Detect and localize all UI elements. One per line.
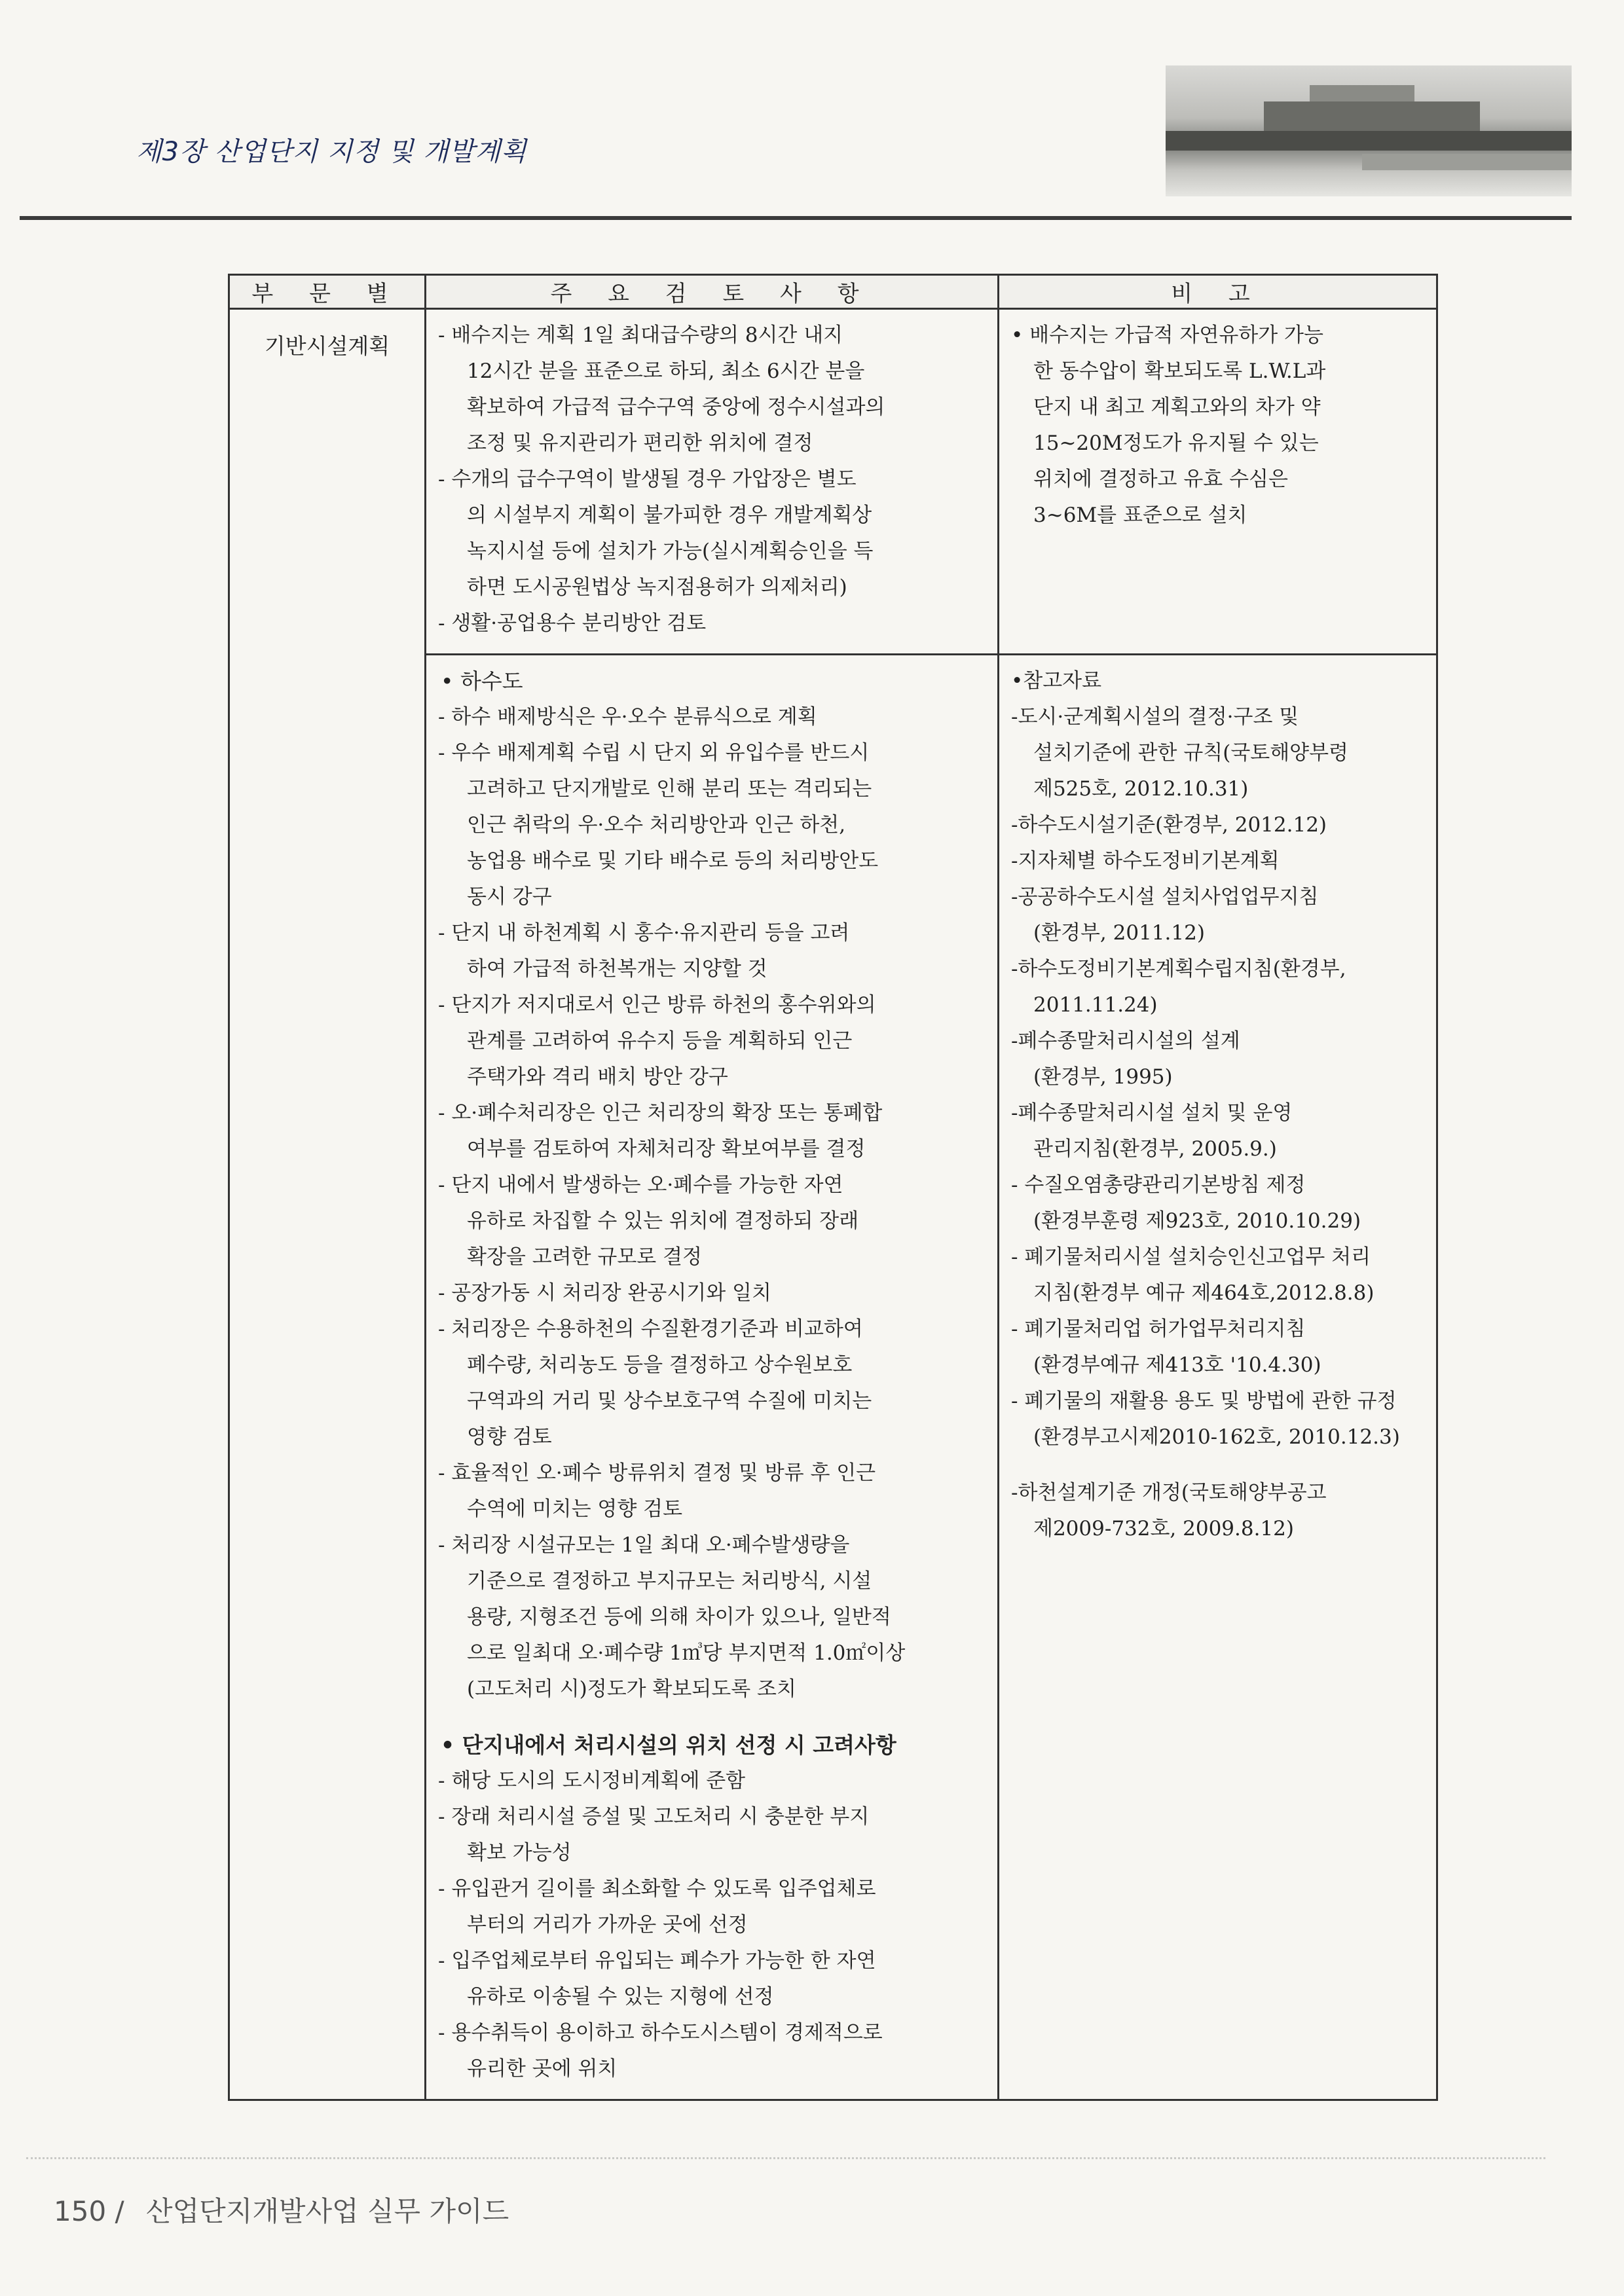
text-line: -도시·군계획시설의 결정·구조 및 [1011,705,1299,729]
text-line: - 입주업체로부터 유입되는 폐수가 가능한 한 자연 [438,1949,876,1973]
header-category: 부 문 별 [229,275,426,309]
text-line: 하여 가급적 하천복개는 지양할 것 [467,957,767,981]
text-line: 제2009-732호, 2009.8.12) [1033,1517,1295,1540]
text-line: 3~6M를 표준으로 설치 [1033,503,1247,527]
text-line: 고려하고 단지개발로 인해 분리 또는 격리되는 [467,777,872,801]
text-line: 유하로 차집할 수 있는 위치에 결정하되 장래 [467,1209,859,1233]
text-line: (환경부훈령 제923호, 2010.10.29) [1033,1209,1361,1233]
text-line: - 단지가 저지대로서 인근 방류 하천의 홍수위와의 [438,993,876,1017]
text-line: •참고자료 [1011,669,1102,693]
text-line: - 폐기물의 재활용 용도 및 방법에 관한 규정 [1011,1389,1397,1413]
row1-main-cell [426,309,999,655]
chapter-title: 제3장 산업단지 지정 및 개발계획 [136,137,527,167]
text-line: 15~20M정도가 유지될 수 있는 [1033,431,1319,455]
text-line: 용량, 지형조건 등에 의해 차이가 있으나, 일반적 [467,1605,891,1629]
text-line: 기준으로 결정하고 부지규모는 처리방식, 시설 [467,1569,872,1593]
text-line: 주택가와 격리 배치 방안 강구 [467,1065,728,1089]
text-line: -지자체별 하수도정비기본계획 [1011,849,1280,873]
text-line: - 생활·공업용수 분리방안 검토 [438,611,707,635]
text-line: -하수도정비기본계획수립지침(환경부, [1011,957,1346,981]
header-rule [20,216,1572,220]
text-line: • 배수지는 가급적 자연유하가 가능 [1011,323,1323,347]
text-line: 조정 및 유지관리가 편리한 위치에 결정 [467,431,813,455]
text-line: - 우수 배제계획 수립 시 단지 외 유입수를 반드시 [438,741,870,765]
header-photo [1166,65,1572,196]
text-line: (환경부예규 제413호 '10.4.30) [1033,1353,1321,1377]
text-line: - 하수 배제방식은 우·오수 분류식으로 계획 [438,705,817,729]
text-line: 의 시설부지 계획이 불가피한 경우 개발계획상 [467,503,872,527]
text-line: 제525호, 2012.10.31) [1033,777,1249,801]
text-line: -폐수종말처리시설 설치 및 운영 [1011,1101,1293,1125]
text-line: - 폐기물처리업 허가업무처리지침 [1011,1317,1306,1341]
text-line: 유하로 이송될 수 있는 지형에 선정 [467,1985,774,2009]
text-line: 유리한 곳에 위치 [467,2057,618,2081]
text-line: - 수질오염총량관리기본방침 제정 [1011,1173,1306,1197]
text-line: 수역에 미치는 영향 검토 [467,1497,683,1521]
row2-note-cell [999,655,1437,2100]
photo-shoreline [1166,131,1572,151]
text-line: -폐수종말처리시설의 설계 [1011,1029,1240,1053]
text-line: • 단지내에서 처리시설의 위치 선정 시 고려사항 [441,1732,896,1758]
text-line: - 오·폐수처리장은 인근 처리장의 확장 또는 통폐합 [438,1101,883,1125]
row2-main-cell [426,655,999,2100]
table-header-row [229,275,1437,309]
text-line: - 배수지는 계획 1일 최대급수량의 8시간 내지 [438,323,843,347]
text-line: - 폐기물처리시설 설치승인신고업무 처리 [1011,1245,1371,1269]
text-line: 확보하여 가급적 급수구역 중앙에 정수시설과의 [467,395,885,419]
footer-rule [26,2157,1545,2159]
header-note: 비 고 [999,275,1437,309]
text-line: 관리지침(환경부, 2005.9.) [1033,1137,1277,1161]
text-line: (환경부고시제2010-162호, 2010.12.3) [1033,1425,1400,1449]
text-line: - 단지 내 하천계획 시 홍수·유지관리 등을 고려 [438,921,850,945]
text-line: 2011.11.24) [1033,993,1158,1017]
text-line: 영향 검토 [467,1425,552,1449]
text-line: 위치에 결정하고 유효 수심은 [1033,467,1288,491]
text-line: - 단지 내에서 발생하는 오·폐수를 가능한 자연 [438,1173,843,1197]
book-title: 산업단지개발사업 실무 가이드 [146,2195,509,2227]
text-line: 으로 일최대 오·폐수량 1㎥당 부지면적 1.0㎡이상 [467,1641,906,1665]
page-footer [54,2190,522,2229]
text-line: -하천설계기준 개정(국토해양부공고 [1011,1481,1327,1504]
text-line: -공공하수도시설 설치사업업무지침 [1011,885,1319,909]
photo-water [1362,154,1572,170]
text-line: 농업용 배수로 및 기타 배수로 등의 처리방안도 [467,849,879,873]
review-table [228,274,1438,2101]
text-line: 확보 가능성 [467,1841,572,1865]
text-line: - 수개의 급수구역이 발생될 경우 가압장은 별도 [438,467,857,491]
text-line: - 처리장 시설규모는 1일 최대 오·폐수발생량을 [438,1533,850,1557]
text-line: 확장을 고려한 규모로 결정 [467,1245,702,1269]
text-line: -하수도시설기준(환경부, 2012.12) [1011,813,1327,837]
text-line: - 처리장은 수용하천의 수질환경기준과 비교하여 [438,1317,863,1341]
text-line: 녹지시설 등에 설치가 가능(실시계획승인을 득 [467,539,874,563]
text-line: 폐수량, 처리농도 등을 결정하고 상수원보호 [467,1353,853,1377]
text-line: 단지 내 최고 계획고와의 차가 약 [1033,395,1321,419]
text-line: 인근 취락의 우·오수 처리방안과 인근 하천, [467,813,846,837]
text-line: 12시간 분을 표준으로 하되, 최소 6시간 분을 [467,359,865,383]
text-line: • 하수도 [441,668,523,694]
text-line: (고도처리 시)정도가 확보되도록 조치 [467,1677,796,1701]
text-line: 하면 도시공원법상 녹지점용허가 의제처리) [467,575,847,599]
text-line: 구역과의 거리 및 상수보호구역 수질에 미치는 [467,1389,872,1413]
text-line: (환경부, 1995) [1033,1065,1173,1089]
text-line: 지침(환경부 예규 제464호,2012.8.8) [1033,1281,1375,1305]
text-line: - 유입관거 길이를 최소화할 수 있도록 입주업체로 [438,1877,876,1901]
text-line: 여부를 검토하여 자체처리장 확보여부를 결정 [467,1137,866,1161]
table-row [229,309,1437,655]
text-line: - 장래 처리시설 증설 및 고도처리 시 충분한 부지 [438,1805,870,1829]
text-line: - 공장가동 시 처리장 완공시기와 일치 [438,1281,771,1305]
header-main: 주 요 검 토 사 항 [426,275,999,309]
category-cell: 기반시설계획 [229,309,426,2100]
text-line: 한 동수압이 확보되도록 L.W.L과 [1033,359,1326,383]
text-line: 설치기준에 관한 규칙(국토해양부령 [1033,741,1348,765]
text-line: - 해당 도시의 도시정비계획에 준함 [438,1769,746,1793]
text-line: - 용수취득이 용이하고 하수도시스템이 경제적으로 [438,2021,883,2045]
text-line: 동시 강구 [467,885,552,909]
text-line: - 효율적인 오·폐수 방류위치 결정 및 방류 후 인근 [438,1461,876,1485]
text-line: 관계를 고려하여 유수지 등을 계획하되 인근 [467,1029,853,1053]
text-line: 부터의 거리가 가까운 곳에 선정 [467,1913,748,1937]
text-line: (환경부, 2011.12) [1033,921,1205,945]
row1-note-cell [999,309,1437,655]
page-number: 150 / [54,2195,124,2227]
